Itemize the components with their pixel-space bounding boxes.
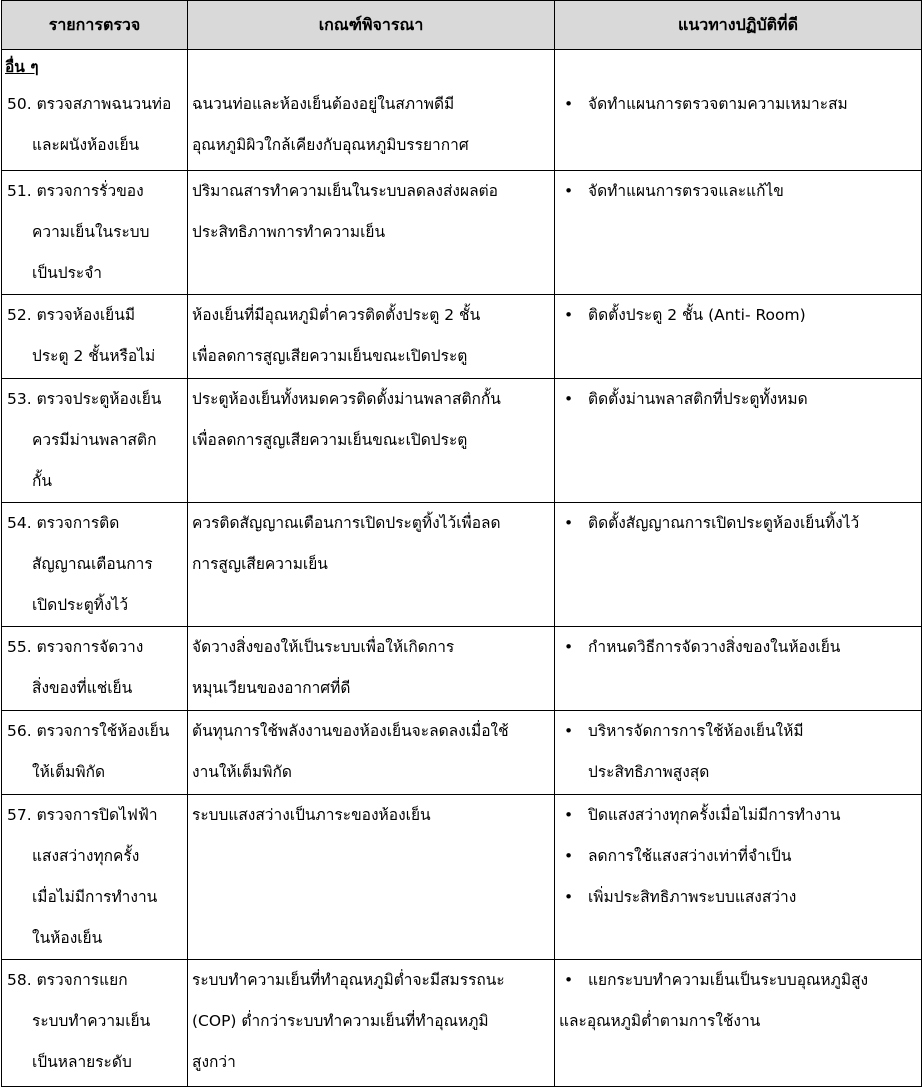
table-row [2, 378, 922, 502]
header-row [2, 1, 922, 50]
item-cell [2, 378, 188, 502]
bullet-icon: • [564, 181, 574, 200]
item-text: กั้น [32, 471, 52, 490]
practice-text: ปิดแสงสว่างทุกครั้งเมื่อไม่มีการทำงาน [588, 805, 841, 824]
table-row [2, 959, 922, 1086]
bullet-icon: • [564, 805, 574, 824]
section-row [2, 50, 922, 85]
item-text: ประตู 2 ชั้นหรือไม่ [32, 346, 156, 365]
criteria-text: (COP) ต่ำกว่าระบบทำความเย็นที่ทำอุณหภูมิ [192, 1011, 489, 1030]
table-row [2, 502, 922, 626]
item-text: ให้เต็มพิกัด [32, 762, 106, 781]
criteria-cell [188, 170, 555, 294]
bullet-icon: • [564, 887, 574, 906]
item-cell [2, 626, 188, 710]
criteria-cell [188, 626, 555, 710]
bullet-icon: • [564, 95, 574, 113]
table-row [2, 84, 922, 170]
practice-cell [555, 959, 922, 1086]
section-label: อื่น ๆ [5, 58, 39, 76]
practice-item [555, 877, 921, 918]
criteria-text: ประสิทธิภาพการทำความเย็น [192, 222, 386, 241]
criteria-cell [188, 294, 555, 378]
practice-text: บริหารจัดการการใช้ห้องเย็นให้มี [588, 721, 804, 740]
criteria-text: ต้นทุนการใช้พลังงานของห้องเย็นจะลดลงเมื่อใช้ [192, 721, 509, 740]
criteria-text: หมุนเวียนของอากาศที่ดี [192, 678, 351, 697]
bullet-icon: • [564, 305, 574, 324]
item-text: 51. ตรวจการรั่วของ [7, 181, 144, 200]
practice-cell [555, 170, 922, 294]
item-text: 57. ตรวจการปิดไฟฟ้า [7, 805, 158, 824]
criteria-text: สูงกว่า [192, 1052, 236, 1071]
practice-cell [555, 502, 922, 626]
bullet-icon: • [564, 389, 574, 408]
practice-item [555, 503, 921, 544]
criteria-cell [188, 959, 555, 1086]
practice-item [555, 1001, 921, 1042]
item-text: และผนังห้องเย็น [32, 136, 140, 154]
practice-text: กำหนดวิธีการจัดวางสิ่งของในห้องเย็น [588, 637, 841, 656]
practice-text: จัดทำแผนการตรวจตามความเหมาะสม [588, 95, 848, 113]
practice-text: ติดตั้งม่านพลาสติกที่ประตูทั้งหมด [588, 389, 808, 408]
criteria-text: เพื่อลดการสูญเสียความเย็นขณะเปิดประตู [192, 346, 468, 365]
practice-text: และอุณหภูมิต่ำตามการใช้งาน [559, 1011, 761, 1030]
practice-text: จัดทำแผนการตรวจและแก้ไข [588, 181, 784, 200]
item-text: สิ่งของที่แช่เย็น [32, 678, 133, 697]
criteria-text: ควรติดสัญญาณเตือนการเปิดประตูทิ้งไว้เพื่อลด [192, 513, 501, 532]
bullet-icon: • [564, 637, 574, 656]
item-text: 55. ตรวจการจัดวาง [7, 637, 144, 656]
item-text: สัญญาณเตือนการ [32, 554, 153, 573]
item-text: 56. ตรวจการใช้ห้องเย็น [7, 721, 170, 740]
criteria-text: ห้องเย็นที่มีอุณหภูมิต่ำควรติดตั้งประตู 2 ชั้น [192, 305, 481, 324]
practice-item [555, 752, 921, 793]
item-cell [2, 84, 188, 170]
criteria-text: เพื่อลดการสูญเสียความเย็นขณะเปิดประตู [192, 430, 468, 449]
criteria-text: ระบบแสงสว่างเป็นภาระของห้องเย็น [192, 805, 431, 824]
practice-text: ติดตั้งสัญญาณการเปิดประตูห้องเย็นทิ้งไว้ [588, 513, 860, 532]
table-row [2, 626, 922, 710]
header-item: รายการตรวจ [2, 1, 188, 50]
practice-text: ติดตั้งประตู 2 ชั้น (Anti- Room) [588, 305, 806, 324]
practice-item [555, 960, 921, 1001]
section-empty-cell [555, 50, 922, 85]
item-cell [2, 794, 188, 959]
criteria-text: ประตูห้องเย็นทั้งหมดควรติดตั้งม่านพลาสติกกั้น [192, 389, 501, 408]
item-cell [2, 294, 188, 378]
table-row [2, 294, 922, 378]
criteria-text: งานให้เต็มพิกัด [192, 762, 292, 781]
criteria-text: ปริมาณสารทำความเย็นในระบบลดลงส่งผลต่อ [192, 181, 498, 200]
practice-text: ประสิทธิภาพสูงสุด [588, 762, 710, 781]
item-text: 53. ตรวจประตูห้องเย็น [7, 389, 162, 408]
item-text: แสงสว่างทุกครั้ง [32, 846, 140, 865]
item-cell [2, 959, 188, 1086]
item-cell [2, 170, 188, 294]
item-cell [2, 710, 188, 794]
table-row [2, 710, 922, 794]
item-text: ระบบทำความเย็น [32, 1011, 151, 1030]
section-cell [2, 50, 188, 85]
practice-item [555, 84, 921, 125]
criteria-text: จัดวางสิ่งของให้เป็นระบบเพื่อให้เกิดการ [192, 637, 455, 656]
practice-text: เพิ่มประสิทธิภาพระบบแสงสว่าง [588, 887, 797, 906]
criteria-cell [188, 378, 555, 502]
item-text: ความเย็นในระบบ [32, 222, 150, 241]
practice-item [555, 836, 921, 877]
table-row [2, 170, 922, 294]
header-criteria: เกณฑ์พิจารณา [188, 1, 555, 50]
criteria-cell [188, 502, 555, 626]
bullet-icon: • [564, 846, 574, 865]
criteria-text: ฉนวนท่อและห้องเย็นต้องอยู่ในสภาพดีมี [192, 95, 455, 113]
practice-text: แยกระบบทำความเย็นเป็นระบบอุณหภูมิสูง [588, 970, 869, 989]
criteria-cell [188, 710, 555, 794]
item-text: เมื่อไม่มีการทำงาน [32, 887, 158, 906]
practice-cell [555, 294, 922, 378]
bullet-icon: • [564, 721, 574, 740]
practice-cell [555, 84, 922, 170]
item-text: 54. ตรวจการติด [7, 513, 120, 532]
practice-cell [555, 626, 922, 710]
practice-cell [555, 378, 922, 502]
criteria-text: ระบบทำความเย็นที่ทำอุณหภูมิต่ำจะมีสมรรถนะ [192, 970, 505, 989]
header-practice: แนวทางปฏิบัติที่ดี [555, 1, 922, 50]
criteria-text: การสูญเสียความเย็น [192, 554, 328, 573]
item-text: 58. ตรวจการแยก [7, 970, 128, 989]
practice-cell [555, 794, 922, 959]
criteria-cell [188, 84, 555, 170]
practice-item [555, 171, 921, 212]
practice-text: ลดการใช้แสงสว่างเท่าที่จำเป็น [588, 846, 792, 865]
bullet-icon: • [564, 970, 574, 989]
item-text: 52. ตรวจห้องเย็นมี [7, 305, 136, 324]
checklist-table [1, 0, 922, 1087]
criteria-cell [188, 794, 555, 959]
item-text: ในห้องเย็น [32, 928, 103, 947]
practice-item [555, 711, 921, 752]
item-cell [2, 502, 188, 626]
practice-cell [555, 710, 922, 794]
section-empty-cell [188, 50, 555, 85]
criteria-text: อุณหภูมิผิวใกล้เคียงกับอุณหภูมิบรรยากาศ [192, 136, 469, 154]
practice-item [555, 627, 921, 668]
item-text: เปิดประตูทิ้งไว้ [32, 595, 129, 614]
table-row [2, 794, 922, 959]
item-text: ควรมีม่านพลาสติก [32, 430, 157, 449]
practice-item [555, 795, 921, 836]
practice-item [555, 295, 921, 336]
item-text: 50. ตรวจสภาพฉนวนท่อ [7, 95, 172, 113]
item-text: เป็นประจำ [32, 263, 103, 282]
item-text: เป็นหลายระดับ [32, 1052, 132, 1071]
bullet-icon: • [564, 513, 574, 532]
practice-item [555, 379, 921, 420]
